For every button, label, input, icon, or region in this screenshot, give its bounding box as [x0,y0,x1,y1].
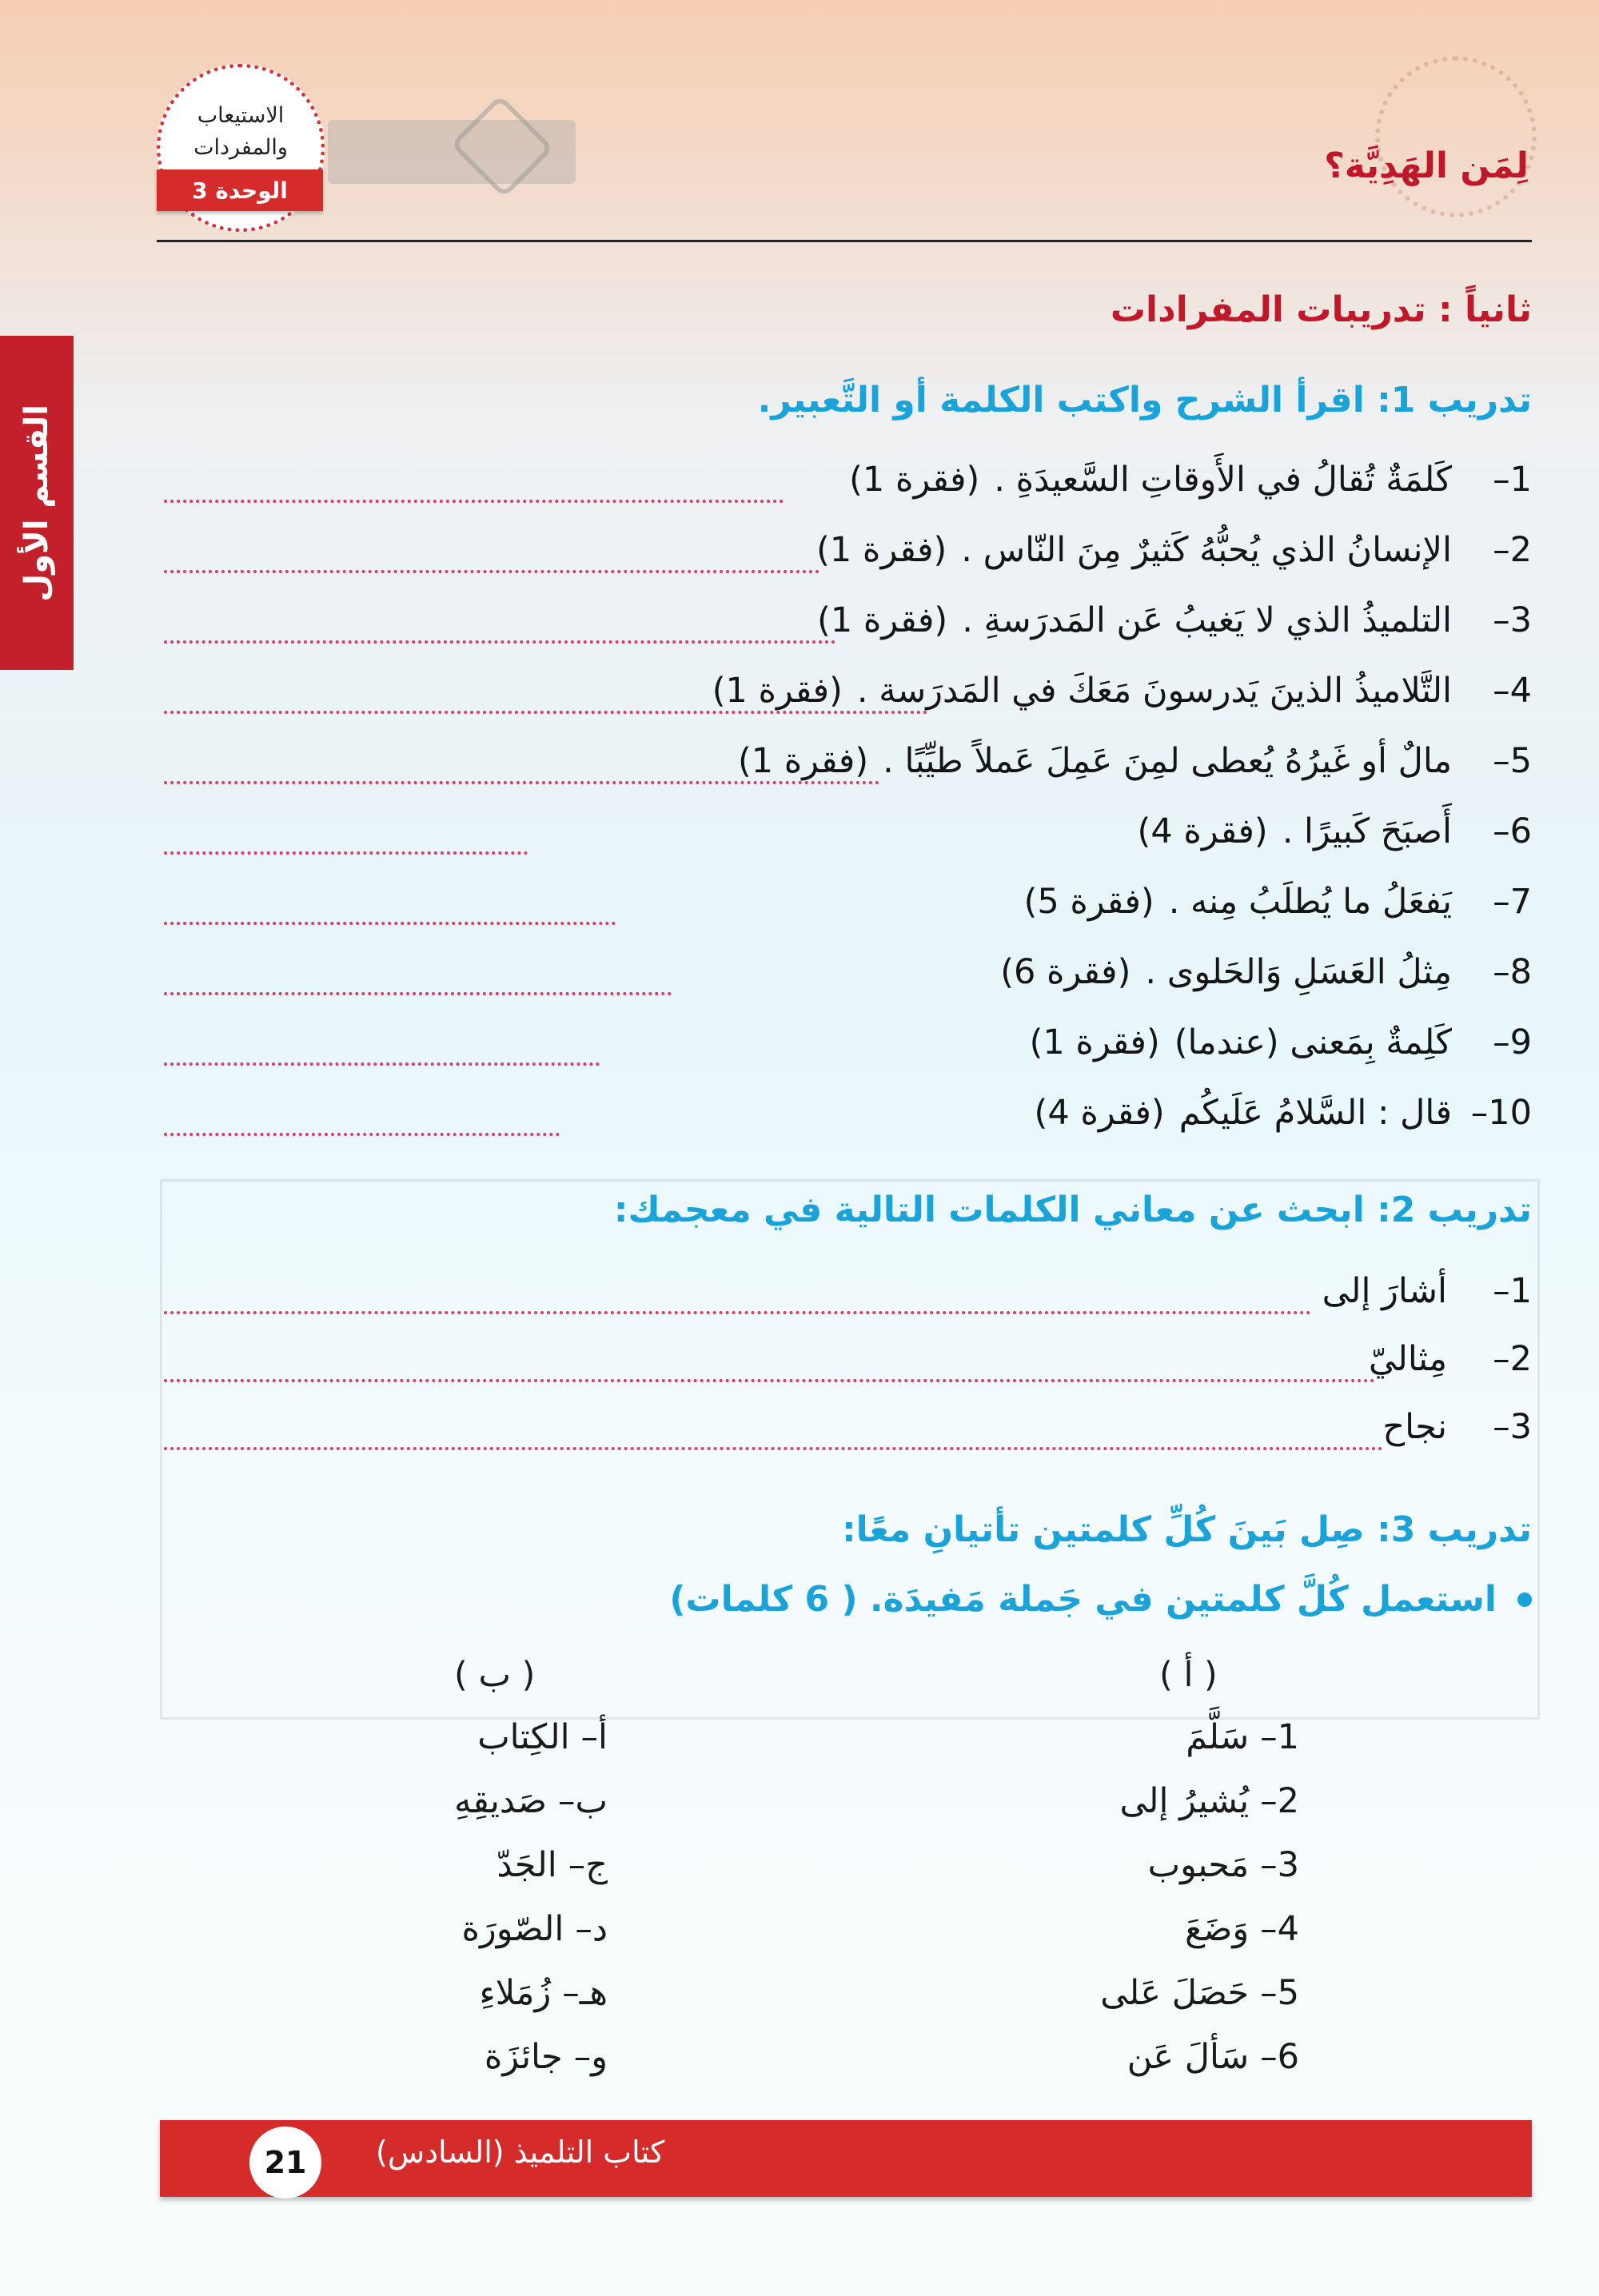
paragraph-reference: (فقرة 1) [817,600,948,640]
exercise-1-item [1030,1022,1532,1062]
item-definition: أَصبَحَ كَبيرًا . [1282,811,1452,851]
answer-line[interactable] [164,851,528,855]
column-b-item [461,1909,608,1949]
exercise-3-instruction [669,1579,1532,1620]
paragraph-reference: (فقرة 5) [1023,882,1154,922]
item-number: 10– [1470,1093,1532,1133]
paragraph-reference: (فقرة 1) [816,530,947,570]
item-letter: و– [573,2037,608,2077]
answer-line[interactable] [164,640,835,644]
item-number: 2– [1493,1339,1532,1379]
exercise-1-item [1035,1093,1532,1133]
answer-line[interactable] [164,1379,1375,1382]
column-b-item [477,1717,608,1757]
item-number: 1– [1493,460,1532,500]
item-letter: د– [575,1909,608,1949]
item-number: 2– [1493,530,1532,570]
exercise-1-item [1000,952,1532,992]
answer-line[interactable] [164,781,879,784]
exercise-1-item [738,741,1532,781]
exercise-1-item [817,600,1532,640]
paragraph-reference: (فقرة 1) [849,460,980,500]
item-number: 6– [1260,2037,1299,2077]
item-word: الكِتاب [477,1717,570,1757]
book-name: كتاب التلميذ (السادس) [376,2135,665,2170]
paragraph-reference: (فقرة 1) [737,741,869,781]
column-a-item [1120,1781,1299,1821]
item-number: 3– [1493,600,1532,640]
column-b-item [496,1845,608,1885]
item-letter: أ– [580,1717,608,1757]
item-word: زُمَلاءِ [479,1973,552,2013]
answer-line[interactable] [164,570,819,573]
column-a-item [1127,2037,1299,2077]
exercise-2-heading: تدريب 2: ابحث عن معاني الكلمات التالية في معجمك: [613,1190,1532,1230]
answer-line[interactable] [164,1447,1383,1450]
item-word: يُشيرُ إلى [1119,1781,1250,1821]
paragraph-reference: (فقرة 1) [712,671,843,711]
item-definition: الإنسانُ الذي يُحبُّهُ كَثيرٌ مِنَ النّاس . [961,530,1452,570]
lesson-title: لِمَن الهَدِيَّة؟ [1324,145,1529,186]
column-b-header: ( ب ) [454,1655,536,1695]
item-definition: يَفعَلُ ما يُطلَبُ مِنه . [1168,882,1452,922]
item-definition: التَّلاميذُ الذينَ يَدرسونَ مَعَكَ في المَدرَسة . [856,671,1452,711]
item-number: 4– [1260,1909,1299,1949]
item-word: أشارَ إلى [1322,1271,1447,1311]
badge-line-1: الاستيعاب [197,103,285,128]
item-definition: كَلمَةٌ تُقالُ في الأَوقاتِ السَّعيدَةِ . [994,460,1452,500]
exercise-3-heading: تدريب 3: صِل بَينَ كُلِّ كلمتين تأتيانِ معًا: [842,1509,1532,1550]
exercise-2-item [1322,1271,1532,1311]
item-letter: ج– [568,1845,608,1885]
item-letter: ب– [558,1781,608,1821]
item-number: 8– [1493,952,1532,992]
answer-line[interactable] [164,1133,560,1136]
section-title: ثانياً : تدريبات المفرادات [1110,289,1532,330]
paragraph-reference: (فقرة 4) [1034,1093,1165,1133]
exercise-1-item [1024,882,1532,922]
item-number: 7– [1493,882,1532,922]
item-definition: قال : السَّلامُ عَلَيكُم [1178,1093,1452,1133]
item-number: 5– [1260,1973,1299,2013]
item-word: مَحبوب [1147,1845,1250,1885]
item-number: 5– [1493,741,1532,781]
column-a-item [1100,1973,1299,2013]
answer-line[interactable] [164,922,616,925]
answer-line[interactable] [164,1311,1311,1314]
column-a-item [1185,1909,1299,1949]
column-a-item [1148,1845,1299,1885]
item-number: 3– [1493,1407,1532,1447]
page-number: 21 [249,2127,321,2198]
answer-line[interactable] [164,711,927,714]
column-b-item [484,2037,608,2077]
paragraph-reference: (فقرة 1) [1029,1022,1160,1062]
answer-line[interactable] [164,1062,600,1066]
badge-line-2: والمفردات [193,135,288,160]
exercise-1-heading: تدريب 1: اقرأ الشرح واكتب الكلمة أو التَّعبير. [757,380,1532,421]
item-word: سَألَ عَن [1126,2037,1250,2077]
exercise-1-item [1138,811,1532,851]
footer-bar [160,2120,1532,2197]
column-a-item [1186,1717,1299,1757]
answer-line[interactable] [164,992,672,995]
header-divider [157,240,1532,242]
ghost-seal-stamp [1375,56,1537,217]
column-a-header: ( أ ) [1159,1655,1218,1695]
side-tab [0,336,74,670]
bullet-icon [1517,1592,1532,1607]
side-tab-label: القسم الأول [18,404,55,602]
item-definition: مالٌ أو غَيرُهُ يُعطى لمِنَ عَمِلَ عَملاً طيِّبًا . [883,741,1452,781]
paragraph-reference: (فقرة 4) [1137,811,1268,851]
column-b-item [454,1781,608,1821]
item-word: جائزَة [484,2037,563,2077]
item-definition: كَلِمةٌ بِمَعنى (عندما) [1174,1022,1452,1062]
paragraph-reference: (فقرة 6) [1000,952,1131,992]
item-letter: هـ– [562,1973,608,2013]
item-number: 1– [1493,1271,1532,1311]
item-word: مِثاليّ [1368,1339,1447,1379]
item-word: سَلَّمَ [1186,1717,1250,1757]
item-number: 6– [1493,811,1532,851]
item-definition: التلميذُ الذي لا يَغيبُ عَن المَدرَسةِ . [962,600,1452,640]
item-number: 2– [1260,1781,1299,1821]
item-word: نجاح [1382,1407,1447,1447]
answer-line[interactable] [164,500,784,503]
item-number: 9– [1493,1022,1532,1062]
item-word: صَديقِهِ [454,1781,548,1821]
exercise-1-item [849,460,1532,500]
exercise-2-item [1369,1339,1532,1379]
item-word: حَصَلَ عَلى [1100,1973,1250,2013]
item-number: 4– [1493,671,1532,711]
exercise-1-item [712,671,1532,711]
item-word: الصّورَة [461,1909,564,1949]
item-word: وَضَعَ [1184,1909,1250,1949]
item-number: 1– [1260,1717,1299,1757]
exercise-1-item [816,530,1532,570]
item-number: 3– [1260,1845,1299,1885]
item-word: الجَدّ [496,1845,557,1885]
unit-label: الوحدة 3 [157,169,323,211]
exercise-2-item [1382,1407,1532,1447]
exercise-3-bullet: استعمل كُلَّ كلمتين في جَملة مَفيدَة. ( 6 كلمات) [669,1579,1497,1620]
column-b-item [480,1973,608,2013]
item-definition: مِثلُ العَسَلِ وَالحَلوى . [1145,952,1452,992]
